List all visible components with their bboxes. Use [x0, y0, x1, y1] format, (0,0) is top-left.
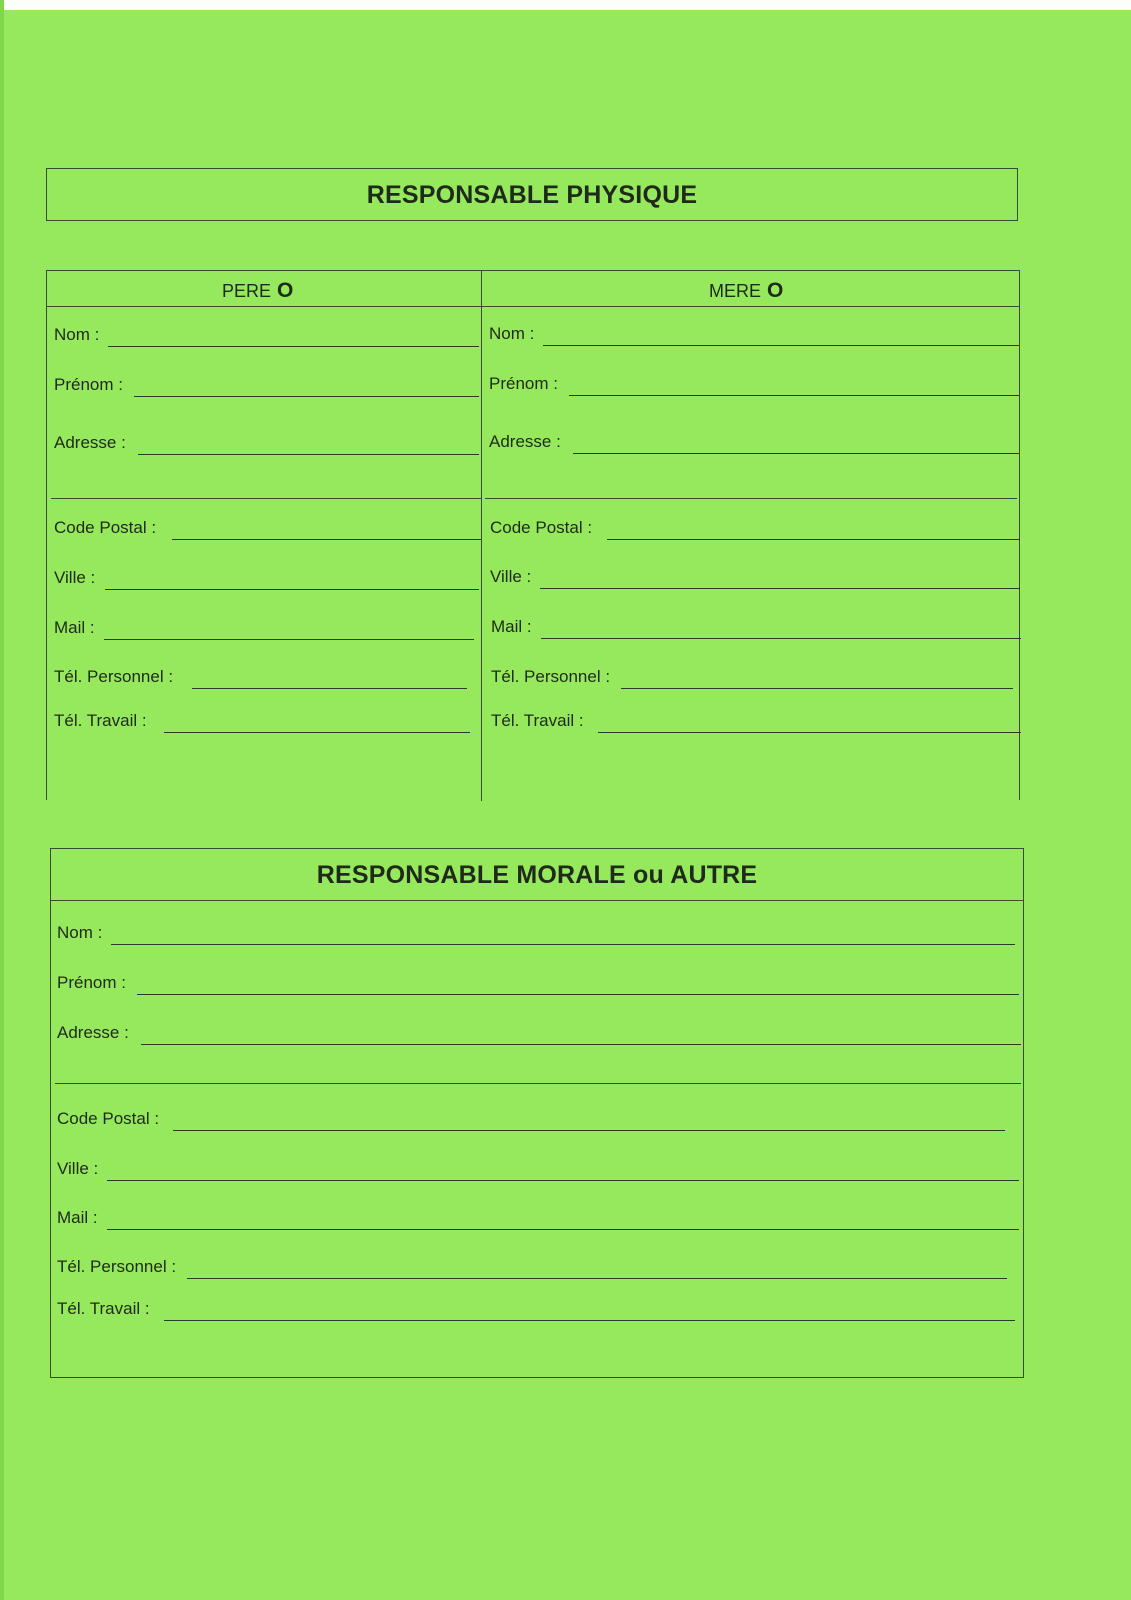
morale-code-postal-line[interactable]: [173, 1130, 1005, 1131]
pere-ville-label: Ville :: [54, 568, 96, 587]
mere-tel-personnel-label: Tél. Personnel :: [491, 667, 611, 686]
mere-checkbox[interactable]: O: [767, 279, 784, 302]
mere-code-postal-line[interactable]: [607, 539, 1020, 540]
morale-prenom-label: Prénom :: [57, 973, 126, 992]
pere-mail-label: Mail :: [54, 618, 95, 637]
morale-tel-personnel-line[interactable]: [187, 1278, 1007, 1279]
pere-ville-line[interactable]: [105, 589, 479, 590]
morale-address-separator: [55, 1083, 1021, 1084]
pere-code-postal-line[interactable]: [172, 539, 481, 540]
column-divider: [481, 271, 482, 801]
mere-mail-field[interactable]: [491, 617, 1021, 641]
morale-prenom-field[interactable]: [57, 973, 1015, 997]
morale-tel-travail-label: Tél. Travail :: [57, 1299, 150, 1318]
pere-label: PERE: [222, 281, 272, 301]
morale-adresse-line[interactable]: [141, 1044, 1021, 1045]
pere-nom-line[interactable]: [108, 346, 479, 347]
morale-nom-field[interactable]: [57, 923, 1015, 947]
pere-tel-travail-label: Tél. Travail :: [54, 711, 147, 730]
pere-tel-personnel-field[interactable]: [54, 667, 479, 691]
mere-tel-personnel-field[interactable]: [491, 667, 1021, 691]
mere-adresse-label: Adresse :: [489, 432, 561, 451]
mere-adresse-field[interactable]: [489, 432, 1019, 456]
morale-tel-personnel-field[interactable]: [57, 1257, 1015, 1281]
morale-ville-field[interactable]: [57, 1159, 1019, 1183]
physique-table: [46, 270, 1020, 800]
morale-ville-label: Ville :: [57, 1159, 99, 1178]
pere-code-postal-field[interactable]: [54, 518, 479, 542]
physique-title: RESPONSABLE PHYSIQUE: [366, 181, 698, 209]
pere-nom-field[interactable]: [54, 325, 479, 349]
mere-tel-travail-label: Tél. Travail :: [491, 711, 584, 730]
mere-adresse-line[interactable]: [573, 453, 1019, 454]
scan-left-edge: [0, 0, 4, 1600]
morale-mail-field[interactable]: [57, 1208, 1019, 1232]
pere-mail-field[interactable]: [54, 618, 479, 642]
pere-adresse-field[interactable]: [54, 433, 479, 457]
pere-prenom-line[interactable]: [134, 396, 479, 397]
header-divider: [47, 306, 1019, 307]
mere-tel-travail-field[interactable]: [491, 711, 1021, 735]
pere-tel-travail-line[interactable]: [164, 732, 470, 733]
morale-tel-personnel-label: Tél. Personnel :: [57, 1257, 177, 1276]
pere-prenom-field[interactable]: [54, 375, 479, 399]
mere-label: MERE: [709, 281, 762, 301]
mere-tel-personnel-line[interactable]: [621, 688, 1013, 689]
morale-mail-label: Mail :: [57, 1208, 98, 1227]
pere-code-postal-label: Code Postal :: [54, 518, 157, 537]
morale-code-postal-label: Code Postal :: [57, 1109, 160, 1128]
pere-nom-label: Nom :: [54, 325, 100, 344]
pere-adresse-line[interactable]: [138, 454, 479, 455]
morale-code-postal-field[interactable]: [57, 1109, 1015, 1133]
mere-nom-field[interactable]: [489, 324, 1019, 348]
pere-tel-personnel-line[interactable]: [192, 688, 467, 689]
mere-header: [709, 279, 783, 303]
scan-top-edge: [0, 0, 1131, 10]
mere-ville-label: Ville :: [490, 567, 532, 586]
morale-tel-travail-line[interactable]: [164, 1320, 1015, 1321]
morale-nom-label: Nom :: [57, 923, 103, 942]
pere-prenom-label: Prénom :: [54, 375, 123, 394]
pere-tel-travail-field[interactable]: [54, 711, 479, 735]
mere-nom-label: Nom :: [489, 324, 535, 343]
pere-header: [222, 279, 293, 303]
morale-adresse-label: Adresse :: [57, 1023, 129, 1042]
morale-title-box: [51, 849, 1023, 901]
mere-ville-field[interactable]: [490, 567, 1020, 591]
mere-code-postal-label: Code Postal :: [490, 518, 593, 537]
morale-nom-line[interactable]: [111, 944, 1015, 945]
morale-ville-line[interactable]: [107, 1180, 1019, 1181]
mere-prenom-line[interactable]: [569, 395, 1019, 396]
morale-tel-travail-field[interactable]: [57, 1299, 1015, 1323]
pere-checkbox[interactable]: O: [277, 279, 294, 302]
physique-title-box: [46, 168, 1018, 221]
mere-ville-line[interactable]: [540, 588, 1020, 589]
morale-title: RESPONSABLE MORALE ou AUTRE: [316, 861, 758, 889]
morale-adresse-field[interactable]: [57, 1023, 1015, 1047]
mere-prenom-field[interactable]: [489, 374, 1019, 398]
mere-tel-travail-line[interactable]: [598, 732, 1021, 733]
mere-mail-line[interactable]: [541, 638, 1021, 639]
morale-mail-line[interactable]: [107, 1229, 1019, 1230]
pere-tel-personnel-label: Tél. Personnel :: [54, 667, 174, 686]
pere-mail-line[interactable]: [104, 639, 474, 640]
morale-prenom-line[interactable]: [137, 994, 1019, 995]
pere-adresse-label: Adresse :: [54, 433, 126, 452]
mere-mail-label: Mail :: [491, 617, 532, 636]
pere-ville-field[interactable]: [54, 568, 479, 592]
pere-address-separator: [51, 498, 481, 499]
mere-address-separator: [485, 498, 1017, 499]
mere-nom-line[interactable]: [543, 345, 1019, 346]
mere-code-postal-field[interactable]: [490, 518, 1020, 542]
morale-table: [50, 848, 1024, 1378]
mere-prenom-label: Prénom :: [489, 374, 558, 393]
